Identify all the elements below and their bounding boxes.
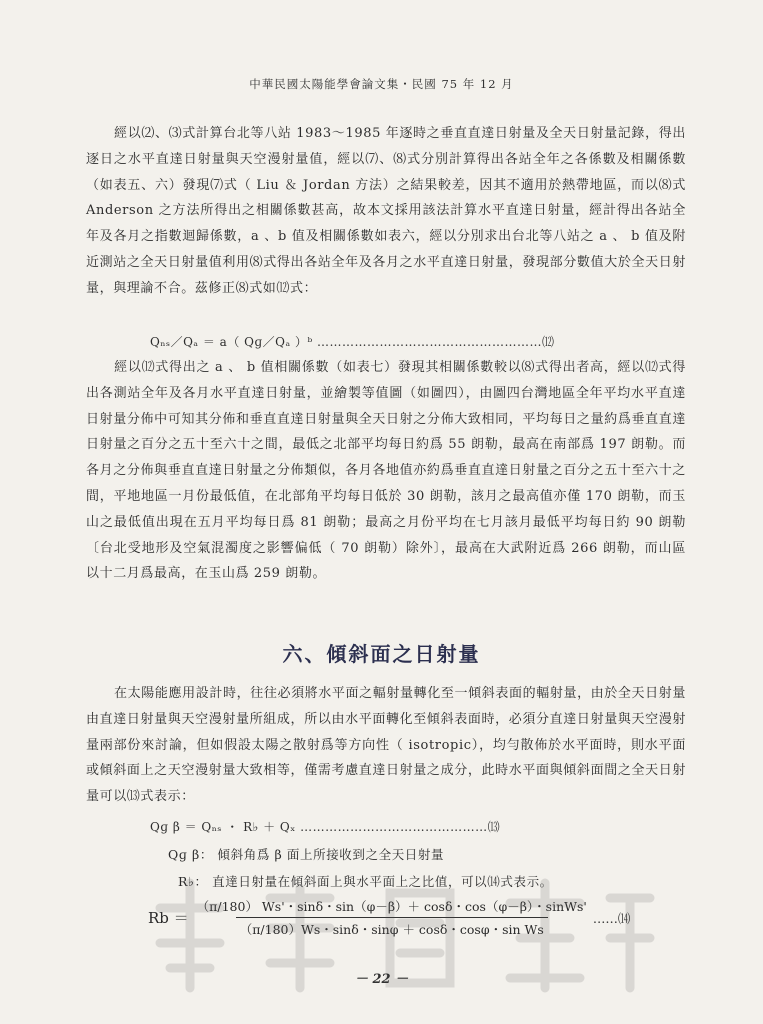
equation-14-fraction: [193, 897, 591, 938]
running-header: 中華民國太陽能學會論文集・民國 75 年 12 月: [249, 77, 514, 91]
section-title: 六、傾斜面之日射量: [282, 642, 481, 666]
equation-14-denominator: （π/180）Ws・sinδ・sinφ ＋ cosδ・cosφ・sin Ws: [236, 917, 548, 938]
equation-14: [148, 897, 630, 938]
page-number: － 22 －: [354, 972, 409, 987]
definition-rb: R♭： 直達日射量在傾斜面上與水平面上之比值，可以⒁式表示。: [178, 874, 553, 889]
equation-14-number: ……⒁: [592, 910, 631, 926]
equation-14-numerator: （π/180） Ws'・sinδ・sin（φ－β）＋ cosδ・cos（φ－β）・sinWs': [196, 899, 587, 914]
paragraph-1-text: 經以⑵、⑶式計算台北等八站 1983～1985 年逐時之垂直直達日射量及全天日射量記錄，得出逐日之水平直達日射量與天空漫射量值，經以⑺、⑻式分別計算得出各站全年之各係數及相關係數（如表五、六）發現⑺式（ Liu ＆ Jordan 方法）之結果較差，因其不適用於熱帶地區，而以⑻式 Anderson 之方法所得出之相關係數甚高，故本文採用該法計算水平直達日射量，經計得出各站全年及各月之指數迴歸係數，a 、b 值及相關係數如表六，經以分別求出台北等八站之 a 、 b 值及附近測站之全天日射量值利用⑻式得出各站全年及各月之水平直達日射量，發現部分數值大於全天日射量，與理論不合。茲修正⑻式如⑿式：: [86, 126, 686, 296]
paragraph-3-text: 在太陽能應用設計時，往往必須將水平面之輻射量轉化至一傾斜表面的輻射量，由於全天日射量由直達日射量與天空漫射量所組成，所以由水平面轉化至傾斜表面時，必須分直達日射量與天空漫射量兩部份來討論，但如假設太陽之散射爲等方向性（ isotropic），均勻散佈於水平面時，則水平面或傾斜面上之天空漫射量大致相等，僅需考慮直達日射量之成分，此時水平面與傾斜面間之全天日射量可以⒀式表示：: [86, 686, 686, 805]
equation-13: Qɡ β ＝ Qₙₛ ・ R♭ ＋ Qₓ ………………………………………⒀: [150, 820, 501, 834]
paragraph-2-text: 經以⑿式得出之 a 、 b 值相關係數（如表七）發現其相關係數較以⑻式得出者高，經以⑿式得出各測站全年及各月水平直達日射量，並繪製等值圖（如圖四），由圖四台灣地區全年平均水平直達日射量分佈中可知其分佈和垂直直達日射量與全天日射之分佈大致相同，平均每日之量約爲垂直直達日射量之百分之五十至六十之間，最低之北部平均每日約爲 55 朗勒，最高在南部爲 197 朗勒。而各月之分佈與垂直直達日射量之分佈類似，各月各地值亦約爲垂直直達日射量之百分之五十至六十之間，平地地區一月份最低值，在北部角平均每日低於 30 朗勒，該月之最高值亦僅 170 朗勒，而玉山之最低值出現在五月平均每日爲 81 朗勒；最高之月份平均在七月該月最低平均每日約 90 朗勒〔台北受地形及空氣混濁度之影響偏低（ 70 朗勒）除外〕，最高在大武附近爲 266 朗勒，而山區以十二月爲最高，在玉山爲 259 朗勒。: [86, 360, 686, 582]
paragraph-3: [86, 681, 686, 810]
equation-14-lhs: Rb ＝: [148, 909, 189, 927]
equation-12: Qₙₛ／Qₐ ＝ a（ Qɡ／Qₐ ）ᵇ ………………………………………………⑿: [150, 335, 555, 349]
definition-qg-beta: Qɡ β： 傾斜角爲 β 面上所接收到之全天日射量: [168, 847, 445, 862]
paragraph-2: [86, 355, 686, 587]
paragraph-1: [86, 121, 686, 302]
